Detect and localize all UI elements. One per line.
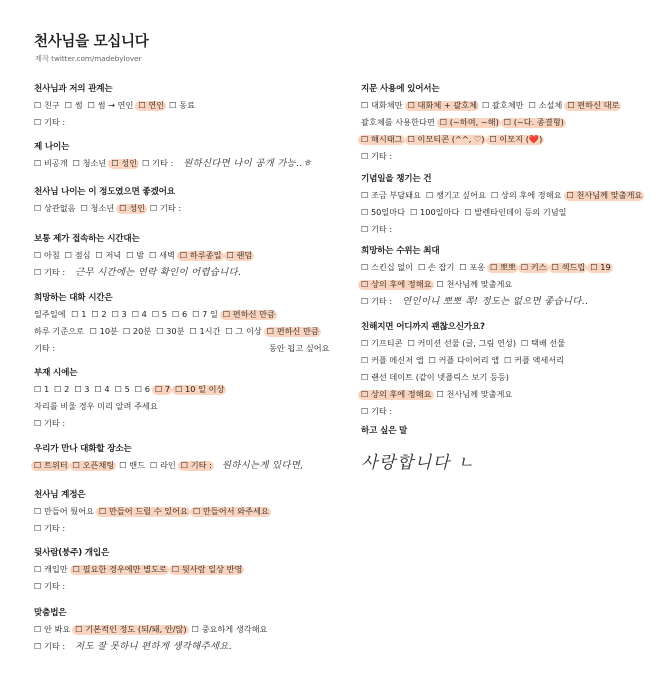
etc-row — [34, 523, 334, 534]
etc-label[interactable]: ☐ 기타 : — [34, 523, 66, 533]
checkbox-option[interactable]: ☐ 커플 액세서리 — [504, 355, 565, 365]
checkbox-option[interactable]: ☐ 1 — [34, 384, 50, 394]
options-row — [361, 100, 661, 111]
options-row — [34, 326, 334, 337]
etc-row — [34, 117, 334, 128]
checkbox-option-selected[interactable]: ☐ 오픈채팅 — [72, 460, 115, 470]
etc-label[interactable]: 기타 : — [34, 343, 56, 353]
checkbox-option[interactable]: ☐ 캐입만 — [34, 564, 68, 574]
checkbox-option-selected[interactable]: ☐ 해시태그 — [361, 134, 403, 144]
section-level — [361, 244, 661, 313]
checkbox-option[interactable]: ☐ 30분 — [156, 326, 185, 336]
handwritten-note: 근무 시간에는 연락 확인이 어렵습니다. — [75, 267, 242, 278]
checkbox-option[interactable]: ☐ 청소년 — [72, 158, 107, 168]
section-title: 우리가 만나 대화할 장소는 — [34, 444, 132, 454]
options-row — [34, 460, 334, 471]
options-row — [34, 624, 334, 635]
checkbox-option-selected[interactable]: ☐ 성인 — [111, 158, 138, 168]
checkbox-option-selected[interactable]: ☐ 기타 : — [180, 460, 212, 470]
etc-row — [34, 267, 334, 278]
section-after-close — [361, 320, 661, 423]
checkbox-option[interactable]: ☐ 1시간 — [189, 326, 221, 336]
options-row — [34, 250, 334, 261]
checkbox-option[interactable]: ☐ 썸 — [64, 100, 83, 110]
checkbox-option-selected[interactable]: ☐ 상의 후에 정해요 — [361, 279, 432, 289]
section-my-age — [34, 140, 334, 175]
checkbox-option[interactable]: ☐ 기프티콘 — [361, 338, 403, 348]
checkbox-option[interactable]: ☐ 친구 — [34, 100, 60, 110]
checkbox-option-selected[interactable]: ☐ 7 — [154, 384, 171, 394]
options-row — [361, 355, 661, 366]
checkbox-option[interactable]: ☐ 10분 — [89, 326, 118, 336]
options-row — [34, 309, 334, 320]
etc-row — [34, 641, 334, 652]
etc-row — [34, 581, 334, 592]
checkbox-option-selected[interactable]: ☐ (~하며, ~해) — [439, 117, 499, 127]
handwritten-note: 원하신다면 나이 공개 가능..ㅎ — [183, 158, 312, 169]
options-row — [361, 207, 661, 218]
checkbox-option[interactable]: ☐ 5 — [151, 309, 168, 319]
checkbox-option-selected[interactable]: ☐ 이모티콘 (^^, ♡) — [407, 134, 485, 144]
notice-text: 자리를 비울 경우 미리 알려 주세요 — [34, 401, 158, 411]
etc-label[interactable]: ☐ 기타 : — [34, 267, 66, 277]
checkbox-option-selected[interactable]: ☐ 19 — [590, 262, 611, 272]
options-row — [361, 134, 661, 145]
checkbox-option[interactable]: ☐ 그 이상 — [225, 326, 262, 336]
checkbox-option[interactable]: ☐ 택배 선물 — [521, 338, 566, 348]
row-label: 하루 기준으로 — [34, 326, 85, 336]
section-title: 보통 제가 접속하는 시간대는 — [34, 234, 140, 244]
options-row — [361, 190, 661, 201]
checkbox-option[interactable]: ☐ 밤 — [126, 250, 145, 260]
checkbox-option[interactable]: ☐ 조금 부담돼요 — [361, 190, 421, 200]
checkbox-option[interactable]: ☐ 6 — [134, 384, 150, 394]
checkbox-option[interactable]: ☐ 비공개 — [34, 158, 68, 168]
section-title: 친해지면 어디까지 괜찮으신가요? — [361, 322, 485, 332]
section-title: 제 나이는 — [34, 142, 70, 152]
checkbox-option-selected[interactable]: ☐ (~다. 종결형) — [503, 117, 564, 127]
page-title: 천사님을 모십니다 — [34, 34, 149, 50]
section-title: 뒷사람(붕주) 개입은 — [34, 548, 110, 558]
etc-label[interactable]: ☐ 기타 : — [34, 581, 66, 591]
checkbox-option[interactable]: ☐ 라인 — [150, 460, 176, 470]
checkbox-option-selected[interactable]: ☐ 하루종일 — [179, 250, 222, 260]
options-row — [34, 203, 334, 214]
credit-text: 제작 twitter.com/madebylover — [35, 54, 142, 63]
row-label: 일주일에 — [34, 309, 66, 319]
checkbox-option-selected[interactable]: ☐ 랜덤 — [226, 250, 253, 260]
section-title: 희망하는 수위는 최대 — [361, 246, 440, 256]
checkbox-option[interactable]: ☐ 20분 — [122, 326, 152, 336]
checkbox-option-selected[interactable]: ☐ 10 일 이상 — [175, 384, 225, 394]
section-absence — [34, 366, 334, 435]
checkbox-option[interactable]: ☐ 1 — [71, 309, 87, 319]
checkbox-option-selected[interactable]: ☐ 뒷사람 일상 반영 — [171, 564, 243, 574]
section-title: 지문 사용에 있어서는 — [361, 84, 440, 94]
options-group — [90, 326, 324, 337]
checkbox-option[interactable]: ☐ 아침 — [34, 250, 60, 260]
section-title: 기념일을 챙기는 건 — [361, 174, 432, 184]
checkbox-option-selected[interactable]: ☐ 편하신 만큼 — [266, 326, 319, 336]
options-row — [34, 100, 334, 111]
section-anniversary — [361, 172, 661, 241]
options-row — [34, 384, 334, 395]
options-row — [361, 338, 661, 349]
handwritten-note: 연인이니 뽀뽀 쪽! 정도는 없으면 좋습니다.. — [402, 296, 589, 307]
etc-label[interactable]: ☐ 기타 : — [34, 641, 66, 651]
etc-row — [361, 296, 661, 307]
section-meet-place — [34, 442, 334, 477]
checkbox-option[interactable]: ☐ 5 — [114, 384, 130, 394]
checkbox-option-selected[interactable]: ☐ 이모지 (❤️) — [489, 134, 543, 144]
options-row — [34, 158, 334, 169]
options-row — [361, 262, 661, 273]
checkbox-option[interactable]: ☐ 동료 — [169, 100, 195, 110]
section-chat-time — [34, 291, 334, 360]
checkbox-option[interactable]: ☐ 기타 : — [150, 203, 182, 213]
checkbox-option[interactable]: ☐ 손 잡기 — [418, 262, 455, 272]
checkbox-option-selected[interactable]: ☐ 섹드립 — [551, 262, 586, 272]
handwritten-note: 저도 잘 못하니 편하게 생각해주세요. — [75, 641, 232, 652]
etc-note: 동안 됩고 싶어요 — [269, 343, 330, 353]
checkbox-option[interactable]: ☐ 7 일 — [192, 309, 218, 319]
etc-row — [361, 151, 661, 162]
checkbox-option-selected[interactable]: ☐ 편하신 만큼 — [222, 309, 275, 319]
checkbox-option[interactable]: ☐ 새벽 — [149, 250, 175, 260]
checkbox-option[interactable]: ☐ 기타 : — [142, 158, 174, 168]
notice-row — [34, 401, 334, 412]
options-row — [361, 117, 661, 128]
checkbox-option[interactable]: ☐ 3 — [74, 384, 90, 394]
section-relation — [34, 82, 334, 134]
etc-label[interactable]: ☐ 기타 : — [361, 224, 393, 234]
checkbox-option[interactable]: ☐ 안 봐요 — [34, 624, 71, 634]
options-group — [71, 309, 280, 320]
etc-label[interactable]: ☐ 기타 : — [361, 406, 393, 416]
checkbox-option[interactable]: ☐ 점심 — [64, 250, 91, 260]
checkbox-option[interactable]: ☐ 챙기고 싶어요 — [426, 190, 486, 200]
checkbox-option[interactable]: ☐ 2 — [54, 384, 70, 394]
checkbox-option[interactable]: ☐ 중요하게 생각해요 — [191, 624, 268, 634]
section-title: 희망하는 대화 시간은 — [34, 293, 113, 303]
etc-label[interactable]: ☐ 기타 : — [34, 117, 66, 127]
checkbox-option[interactable]: ☐ 스킨십 없이 — [361, 262, 414, 272]
options-row — [361, 279, 661, 290]
section-backseat — [34, 546, 334, 598]
checkbox-option-selected[interactable]: ☐ 상의 후에 정해요 — [361, 389, 432, 399]
checkbox-option[interactable]: ☐ 상관없음 — [34, 203, 76, 213]
checkbox-option[interactable]: ☐ 저녁 — [95, 250, 122, 260]
checkbox-option[interactable]: ☐ 4 — [131, 309, 147, 319]
checkbox-option-selected[interactable]: ☐ 뽀뽀 — [490, 262, 516, 272]
section-angel-age — [34, 185, 334, 220]
options-row — [34, 564, 334, 575]
section-final-words — [361, 424, 661, 488]
section-account — [34, 488, 334, 540]
section-title: 부재 시에는 — [34, 368, 78, 378]
section-tone — [361, 82, 661, 168]
checkbox-option[interactable]: ☐ 썸 → 연인 — [87, 100, 134, 110]
checkbox-option[interactable]: ☐ 랜선 데이트 (같이 넷플릭스 보기 등등) — [361, 372, 509, 382]
checkbox-option[interactable]: ☐ 만들어 뒀어요 — [34, 506, 94, 516]
checkbox-option[interactable]: ☐ 소설체 — [528, 100, 563, 110]
checkbox-option-selected[interactable]: ☐ 키스 — [520, 262, 547, 272]
options-row — [34, 506, 334, 517]
section-title: 천사님 나이는 이 정도였으면 좋겠어요 — [34, 187, 175, 197]
checkbox-option-selected[interactable]: ☐ 필요한 경우에만 별도로 — [72, 564, 167, 574]
section-title: 천사님 계정은 — [34, 490, 86, 500]
checkbox-option[interactable]: ☐ 괄호체만 — [482, 100, 524, 110]
section-time — [34, 232, 334, 284]
final-words-area — [361, 448, 661, 488]
etc-label[interactable]: ☐ 기타 : — [34, 418, 66, 428]
section-spelling — [34, 606, 334, 658]
checkbox-option[interactable]: ☐ 100일마다 — [410, 207, 460, 217]
checkbox-option[interactable]: ☐ 천사님께 맞출게요 — [436, 389, 513, 399]
checkbox-option[interactable]: ☐ 청소년 — [80, 203, 115, 213]
options-row — [361, 389, 661, 400]
checkbox-option[interactable]: ☐ 상의 후에 정해요 — [491, 190, 562, 200]
checkbox-option[interactable]: ☐ 발렌타인데이 등의 기념일 — [464, 207, 567, 217]
section-title: 천사님과 저의 관계는 — [34, 84, 113, 94]
checkbox-option[interactable]: ☐ 커플 메신저 앱 — [361, 355, 424, 365]
etc-row — [361, 406, 661, 417]
checkbox-option[interactable]: ☐ 포옹 — [459, 262, 486, 272]
checkbox-option[interactable]: ☐ 커플 다이어리 앱 — [428, 355, 500, 365]
checkbox-option[interactable]: ☐ 천사님께 맞출게요 — [436, 279, 513, 289]
checkbox-option-selected[interactable]: ☐ 트위터 — [34, 460, 68, 470]
checkbox-option-selected[interactable]: ☐ 편하신 대로 — [567, 100, 620, 110]
etc-label[interactable]: ☐ 기타 : — [361, 151, 393, 161]
checkbox-option[interactable]: ☐ 커미션 선물 (글, 그림 연성) — [407, 338, 517, 348]
checkbox-option-selected[interactable]: ☐ 대화체 + 괄호체 — [407, 100, 478, 110]
etc-row — [34, 418, 334, 429]
checkbox-option-selected[interactable]: ☐ 만들어 드릴 수 있어요 — [99, 506, 188, 516]
checkbox-option-selected[interactable]: ☐ 성인 — [119, 203, 146, 213]
checkbox-option[interactable]: 괄호체를 사용한다면 — [361, 117, 435, 127]
checkbox-option[interactable]: ☐ 4 — [94, 384, 110, 394]
handwritten-message: 사랑합니다 ㄴ — [361, 453, 476, 473]
checkbox-option[interactable]: ☐ 대화체만 — [361, 100, 403, 110]
handwritten-note: 원하시는게 있다면, — [221, 460, 304, 471]
options-group — [34, 460, 217, 471]
options-row — [361, 372, 661, 383]
checkbox-option[interactable]: ☐ 6 — [172, 309, 188, 319]
checkbox-option[interactable]: ☐ 3 — [111, 309, 127, 319]
checkbox-option[interactable]: ☐ 2 — [91, 309, 107, 319]
options-group — [34, 158, 178, 169]
checkbox-option-selected[interactable]: ☐ 만들어서 와주세요 — [192, 506, 269, 516]
checkbox-option-selected[interactable]: ☐ 연인 — [138, 100, 165, 110]
checkbox-option-selected[interactable]: ☐ 기본적인 정도 (되/돼, 안/않) — [75, 624, 187, 634]
section-title: 하고 싶은 말 — [361, 426, 408, 436]
section-title: 맞춤법은 — [34, 608, 67, 618]
checkbox-option[interactable]: ☐ 50일마다 — [361, 207, 406, 217]
etc-label[interactable]: ☐ 기타 : — [361, 296, 393, 306]
etc-row — [34, 343, 334, 354]
checkbox-option-selected[interactable]: ☐ 천사님께 맞출게요 — [566, 190, 643, 200]
checkbox-option[interactable]: ☐ 밴드 — [119, 460, 146, 470]
etc-row — [361, 224, 661, 235]
